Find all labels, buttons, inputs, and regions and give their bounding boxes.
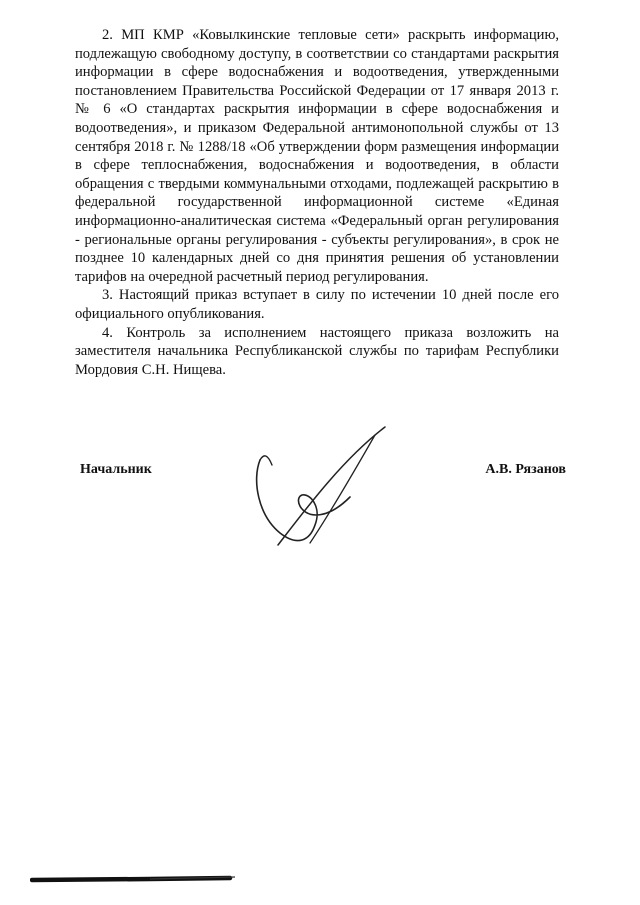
paragraph-4: 4. Контроль за исполнением настоящего приказа возложить на заместителя начальника Республиканской службы по тарифам Республики Мордовия С.Н. Нищева.	[75, 324, 559, 378]
document-body	[75, 26, 559, 379]
footer-rule-mark	[30, 872, 240, 886]
signatory-name: А.В. Рязанов	[485, 462, 566, 477]
signatory-title: Начальник	[80, 462, 152, 477]
paragraph-2: 2. МП КМР «Ковылкинские тепловые сети» раскрыть информацию, подлежащую свободному доступу, в соответствии со стандартами раскрытия информации в сфере водоснабжения и водоотведения, утвержденными постановлением Правительства Российской Федерации от 17 января 2013 г. № 6 «О стандартах раскрытия информации в сфере водоснабжения и водоотведения», и приказом Федеральной антимонопольной службы от 13 сентября 2018 г. № 1288/18 «Об утверждении форм размещения информации в сфере теплоснабжения, водоснабжения и водоотведения, в области обращения с твердыми коммунальными отходами, подлежащей раскрытию в федеральной государственной информационной системе «Единая информационно-аналитическая система «Федеральный орган регулирования - региональные органы регулирования - субъекты регулирования», в срок не позднее 10 календарных дней со дня принятия решения об установлении тарифов на очередной расчетный период регулирования.	[75, 27, 559, 285]
handwritten-signature	[250, 425, 390, 555]
paragraph-3: 3. Настоящий приказ вступает в силу по истечении 10 дней после его официального опубликования.	[75, 287, 559, 322]
